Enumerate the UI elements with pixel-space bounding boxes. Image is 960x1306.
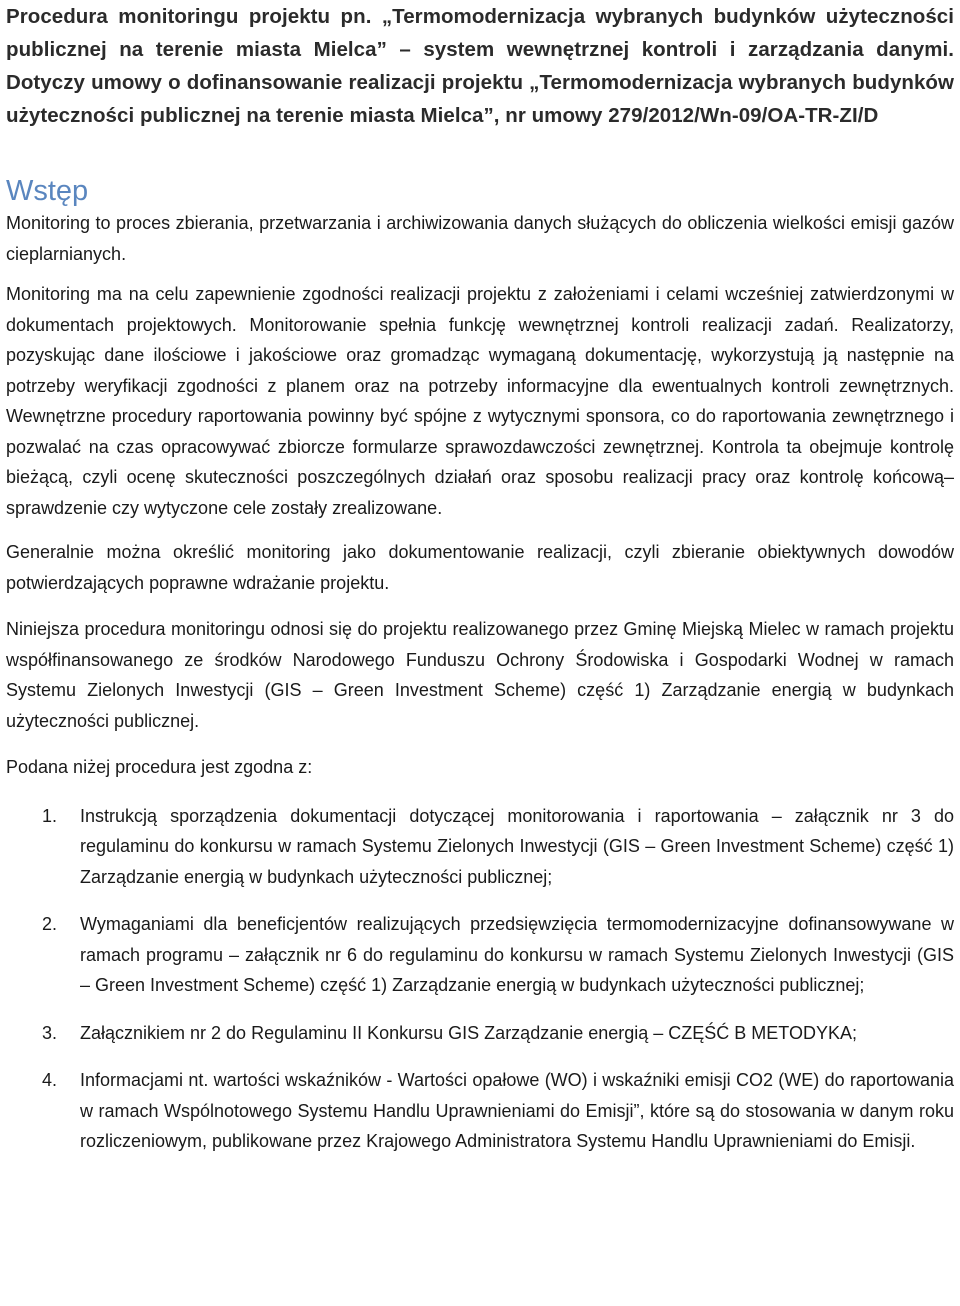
list-item	[6, 1065, 954, 1157]
list-item-number: 4.	[42, 1070, 58, 1090]
paragraph-scope: Niniejsza procedura monitoringu odnosi się do projektu realizowanego przez Gminę Miejską Mielec w ramach projektu współfinansowanego ze środków Narodowego Funduszu Ochrony Środowiska i Gospodarki Wodnej w ramach Systemu Zielonych Inwestycji (GIS – Green Investment Scheme) część 1) Zarządzanie energią w budynkach użyteczności publicznej.	[6, 619, 954, 731]
paragraph-main: Monitoring ma na celu zapewnienie zgodności realizacji projektu z założeniami i celami wcześniej zatwierdzonymi w dokumentach projektowych. Monitorowanie spełnia funkcję wewnętrznej kontroli realizacji zadań. Realizatorzy, pozyskując dane ilościowe i jakościowe oraz gromadząc wymaganą dokumentację, wykorzystują ją następnie na potrzeby weryfikacji zgodności z planem oraz na potrzeby informacyjne dla ewentualnych kontroli zewnętrznych. Wewnętrzne procedury raportowania powinny być spójne z wytycznymi sponsora, co do raportowania zewnętrznego i pozwalać na czas opracowywać zbiorcze formularze sprawozdawczości zewnętrznej. Kontrola ta obejmuje kontrolę bieżącą, czyli ocenę skuteczności poszczególnych działań oraz sposobu realizacji pracy oraz kontrolę końcową– sprawdzenie czy wytyczone cele zostały zrealizowane.	[6, 284, 954, 518]
list-item-text: Wymaganiami dla beneficjentów realizujących przedsięwzięcia termomodernizacyjne dofinansowywane w ramach programu – załącznik nr 6 do regulaminu do konkursu w ramach Systemu Zielonych Inwestycji (GIS – Green Investment Scheme) część 1) Zarządzanie energią w budynkach użyteczności publicznej;	[80, 914, 954, 995]
list-item	[6, 801, 954, 893]
list-item	[6, 909, 954, 1001]
document-title: Procedura monitoringu projektu pn. „Termomodernizacja wybranych budynków użyteczności publicznej na terenie miasta Mielca” – system wewnętrznej kontroli i zarządzania danymi. Dotyczy umowy o dofinansowanie realizacji projektu „Termomodernizacja wybranych budynków użyteczności publicznej na terenie miasta Mielca”, nr umowy 279/2012/Wn-09/OA-TR-ZI/D	[6, 5, 954, 127]
paragraph-intro: Monitoring to proces zbierania, przetwarzania i archiwizowania danych służących do obliczenia wielkości emisji gazów cieplarnianych.	[6, 213, 954, 264]
list-item-text: Załącznikiem nr 2 do Regulaminu II Konkursu GIS Zarządzanie energią – CZĘŚĆ B METODYKA;	[80, 1022, 857, 1043]
list-item-text: Informacjami nt. wartości wskaźników - Wartości opałowe (WO) i wskaźniki emisji CO2 (WE) do raportowania w ramach Wspólnotowego Systemu Handlu Uprawnieniami do Emisji”, które są do stosowania w danym roku rozliczeniowym, publikowane przez Krajowego Administratora Systemu Handlu Uprawnieniami do Emisji.	[80, 1070, 954, 1151]
list-item-number: 2.	[42, 914, 58, 934]
section-heading: Wstęp	[6, 175, 89, 207]
paragraph-general: Generalnie można określić monitoring jako dokumentowanie realizacji, czyli zbieranie obiektywnych dowodów potwierdzających poprawne wdrażanie projektu.	[6, 542, 954, 593]
paragraph-compliance-intro: Podana niżej procedura jest zgodna z:	[6, 757, 313, 777]
references-list	[6, 801, 954, 1157]
list-item-text: Instrukcją sporządzenia dokumentacji dotyczącej monitorowania i raportowania – załącznik nr 3 do regulaminu do konkursu w ramach Systemu Zielonych Inwestycji (GIS – Green Investment Scheme) część 1) Zarządzanie energią w budynkach użyteczności publicznej;	[80, 805, 954, 887]
list-item	[6, 1018, 954, 1049]
list-item-number: 1.	[42, 805, 58, 826]
list-item-number: 3.	[42, 1022, 58, 1043]
